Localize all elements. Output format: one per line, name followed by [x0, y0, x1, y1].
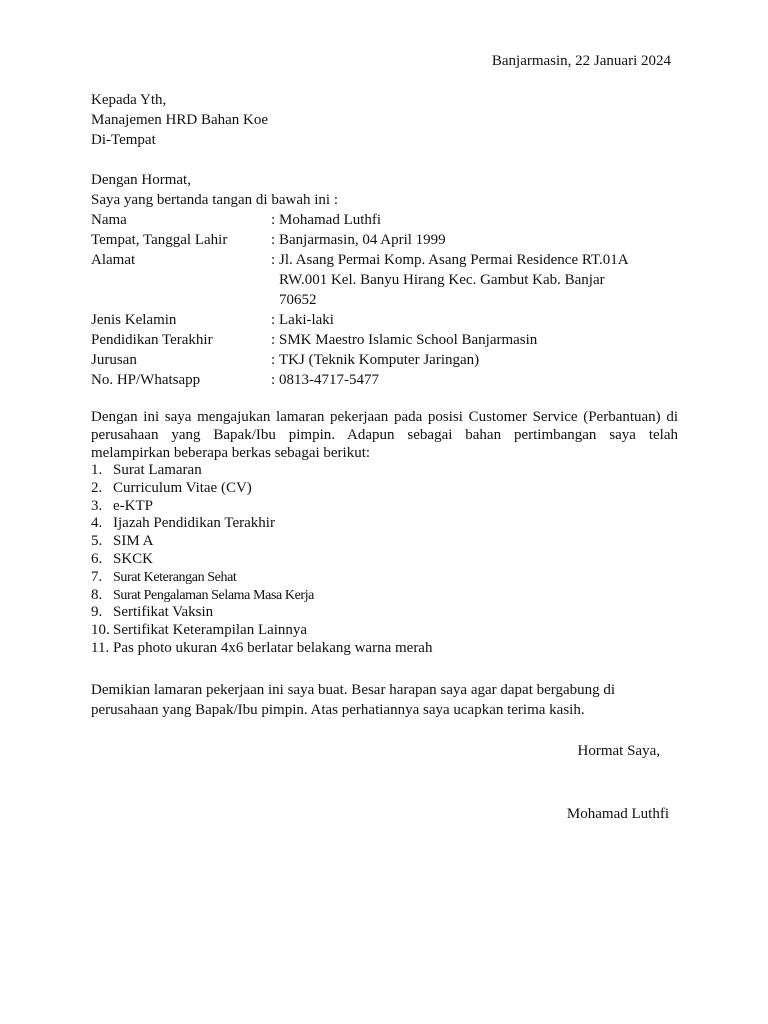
address-line-3: 70652	[279, 292, 317, 308]
list-text: Sertifikat Vaksin	[113, 604, 214, 621]
list-text: SKCK	[113, 550, 154, 567]
list-number: 1.	[91, 462, 103, 478]
identity-label: No. HP/Whatsapp	[91, 372, 201, 388]
identity-row-birth	[91, 230, 651, 250]
list-item	[91, 533, 678, 551]
list-number: 3.	[91, 497, 103, 514]
list-number: 5.	[91, 533, 103, 550]
list-number: 10.	[91, 622, 110, 639]
list-item	[91, 604, 678, 622]
list-text: Ijazah Pendidikan Terakhir	[113, 515, 275, 532]
intro-text: Saya yang bertanda tangan di bawah ini :	[91, 192, 339, 208]
regards: Hormat Saya,	[577, 743, 660, 759]
list-item	[91, 569, 678, 587]
list-item	[91, 587, 678, 605]
list-item	[91, 551, 678, 569]
list-text: Surat Pengalaman Selama Masa Kerja	[113, 587, 314, 603]
list-number: 9.	[91, 604, 103, 621]
signer-name: Mohamad Luthfi	[566, 806, 669, 822]
list-item	[91, 622, 678, 640]
attachment-list	[91, 462, 678, 658]
list-number: 2.	[91, 479, 103, 496]
identity-value-address	[279, 250, 639, 310]
application-paragraph: Dengan ini saya mengajukan lamaran pekerjaan pada posisi Customer Service (Perbantuan) di perusahaan yang Bapak/Ibu pimpin. Adapun sebagai bahan pertimbangan saya telah melampirkan beberapa berkas sebagai berikut:	[91, 409, 678, 461]
identity-value: Mohamad Luthfi	[279, 212, 382, 228]
address-line-1: Jl. Asang Permai Komp. Asang Permai Residence RT.01A	[279, 252, 629, 268]
greeting: Dengan Hormat,	[91, 172, 191, 188]
identity-value: Banjarmasin, 04 April 1999	[279, 232, 446, 248]
identity-row-education	[91, 330, 651, 350]
list-text: Sertifikat Keterampilan Lainnya	[113, 622, 308, 639]
identity-row-major	[91, 350, 651, 370]
identity-value-wrap	[271, 230, 651, 250]
identity-value-wrap	[271, 210, 651, 230]
recipient-name: Manajemen HRD Bahan Koe	[91, 112, 269, 128]
identity-value-wrap	[271, 350, 651, 370]
identity-value: SMK Maestro Islamic School Banjarmasin	[279, 332, 538, 348]
identity-label: Jurusan	[91, 352, 137, 368]
identity-row-phone	[91, 370, 651, 390]
identity-table	[91, 210, 651, 390]
recipient-location: Di-Tempat	[91, 132, 156, 148]
identity-label: Jenis Kelamin	[91, 312, 177, 328]
list-item	[91, 498, 678, 516]
list-text: Surat Lamaran	[113, 462, 202, 478]
list-item	[91, 515, 678, 533]
place-date: Banjarmasin, 22 Januari 2024	[491, 53, 671, 69]
identity-value: 0813-4717-5477	[279, 372, 379, 388]
colon: :	[271, 372, 276, 388]
colon: :	[271, 352, 276, 368]
list-item	[91, 480, 678, 498]
list-text: Surat Keterangan Sehat	[113, 569, 237, 585]
recipient-block	[91, 90, 268, 150]
colon: :	[271, 232, 276, 248]
address-line-2: RW.001 Kel. Banyu Hirang Kec. Gambut Kab. Banjar	[279, 272, 605, 288]
list-number: 7.	[91, 568, 103, 585]
list-text: e-KTP	[113, 497, 153, 514]
colon: :	[271, 252, 276, 268]
identity-label: Pendidikan Terakhir	[91, 332, 213, 348]
list-item	[91, 462, 678, 480]
identity-label: Tempat, Tanggal Lahir	[91, 232, 228, 248]
recipient-salutation: Kepada Yth,	[91, 92, 167, 108]
identity-row-gender	[91, 310, 651, 330]
closing-paragraph: Demikian lamaran pekerjaan ini saya buat. Besar harapan saya agar dapat bergabung di perusahaan yang Bapak/Ibu pimpin. Atas perhatiannya saya ucapkan terima kasih.	[91, 682, 616, 718]
list-number: 4.	[91, 515, 103, 532]
identity-value: TKJ (Teknik Komputer Jaringan)	[279, 352, 480, 368]
list-number: 8.	[91, 586, 103, 603]
identity-value: Laki-laki	[279, 312, 334, 328]
identity-value-wrap	[271, 250, 651, 310]
list-text: Pas photo ukuran 4x6 berlatar belakang warna merah	[113, 639, 433, 656]
colon: :	[271, 312, 276, 328]
list-number: 11.	[91, 639, 110, 656]
colon: :	[271, 212, 276, 228]
identity-value-wrap	[271, 310, 651, 330]
list-number: 6.	[91, 550, 103, 567]
list-text: SIM A	[113, 533, 154, 550]
opening-block	[91, 170, 338, 210]
identity-value-wrap	[271, 370, 651, 390]
colon: :	[271, 332, 276, 348]
list-text: Curriculum Vitae (CV)	[113, 479, 252, 496]
identity-row-address	[91, 250, 651, 310]
list-item	[91, 640, 678, 658]
identity-value-wrap	[271, 330, 651, 350]
identity-label: Alamat	[91, 252, 136, 268]
identity-row-name	[91, 210, 651, 230]
identity-label: Nama	[91, 212, 127, 228]
